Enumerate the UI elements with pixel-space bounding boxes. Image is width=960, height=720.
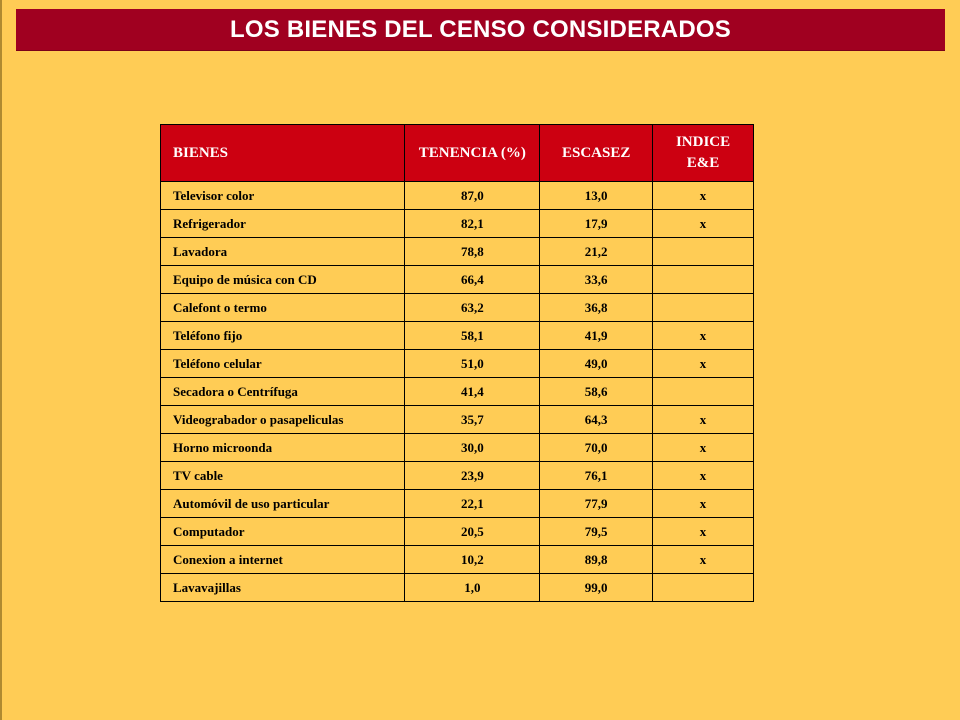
cell-escasez: 76,1 [540,462,653,490]
header-indice: INDICE E&E [653,125,754,182]
cell-tenencia: 23,9 [405,462,540,490]
cell-indice: x [653,434,754,462]
cell-indice [653,294,754,322]
cell-tenencia: 87,0 [405,182,540,210]
cell-tenencia: 10,2 [405,546,540,574]
cell-tenencia: 30,0 [405,434,540,462]
cell-bienes: Computador [161,518,405,546]
cell-indice [653,266,754,294]
cell-bienes: Secadora o Centrífuga [161,378,405,406]
cell-escasez: 36,8 [540,294,653,322]
cell-tenencia: 22,1 [405,490,540,518]
cell-indice: x [653,518,754,546]
cell-tenencia: 66,4 [405,266,540,294]
cell-tenencia: 78,8 [405,238,540,266]
table-row [161,490,754,518]
table-row [161,574,754,602]
table-row [161,406,754,434]
cell-indice: x [653,490,754,518]
cell-bienes: Lavadora [161,238,405,266]
cell-bienes: Teléfono celular [161,350,405,378]
cell-bienes: Conexion a internet [161,546,405,574]
cell-bienes: TV cable [161,462,405,490]
cell-bienes: Videograbador o pasapeliculas [161,406,405,434]
cell-escasez: 17,9 [540,210,653,238]
cell-indice [653,378,754,406]
cell-escasez: 70,0 [540,434,653,462]
table-row [161,238,754,266]
cell-bienes: Calefont o termo [161,294,405,322]
table-body [161,182,754,602]
cell-escasez: 77,9 [540,490,653,518]
table-row [161,462,754,490]
table-row [161,350,754,378]
table-row [161,378,754,406]
header-tenencia: TENENCIA (%) [405,125,540,182]
cell-tenencia: 58,1 [405,322,540,350]
goods-table [160,124,754,602]
table-row [161,210,754,238]
cell-bienes: Automóvil de uso particular [161,490,405,518]
cell-tenencia: 41,4 [405,378,540,406]
title-bar [16,9,945,51]
table-row [161,546,754,574]
cell-indice: x [653,210,754,238]
cell-tenencia: 63,2 [405,294,540,322]
header-bienes: BIENES [161,125,405,182]
table-row [161,434,754,462]
cell-indice: x [653,182,754,210]
cell-tenencia: 1,0 [405,574,540,602]
cell-bienes: Horno microonda [161,434,405,462]
cell-tenencia: 20,5 [405,518,540,546]
table-header-row [161,125,754,182]
cell-escasez: 89,8 [540,546,653,574]
table-row [161,182,754,210]
cell-escasez: 21,2 [540,238,653,266]
table-row [161,518,754,546]
cell-bienes: Televisor color [161,182,405,210]
cell-tenencia: 35,7 [405,406,540,434]
cell-indice [653,574,754,602]
cell-indice: x [653,546,754,574]
cell-bienes: Equipo de música con CD [161,266,405,294]
cell-bienes: Teléfono fijo [161,322,405,350]
cell-escasez: 79,5 [540,518,653,546]
cell-bienes: Refrigerador [161,210,405,238]
cell-escasez: 13,0 [540,182,653,210]
table-row [161,322,754,350]
cell-bienes: Lavavajillas [161,574,405,602]
cell-escasez: 41,9 [540,322,653,350]
frame-left-edge [0,0,2,720]
cell-indice: x [653,350,754,378]
cell-indice [653,238,754,266]
table-row [161,266,754,294]
cell-indice: x [653,322,754,350]
cell-escasez: 64,3 [540,406,653,434]
cell-escasez: 99,0 [540,574,653,602]
cell-escasez: 58,6 [540,378,653,406]
table-row [161,294,754,322]
cell-escasez: 49,0 [540,350,653,378]
header-escasez: ESCASEZ [540,125,653,182]
cell-indice: x [653,462,754,490]
cell-tenencia: 51,0 [405,350,540,378]
page-title: LOS BIENES DEL CENSO CONSIDERADOS [230,15,731,43]
cell-tenencia: 82,1 [405,210,540,238]
cell-escasez: 33,6 [540,266,653,294]
cell-indice: x [653,406,754,434]
